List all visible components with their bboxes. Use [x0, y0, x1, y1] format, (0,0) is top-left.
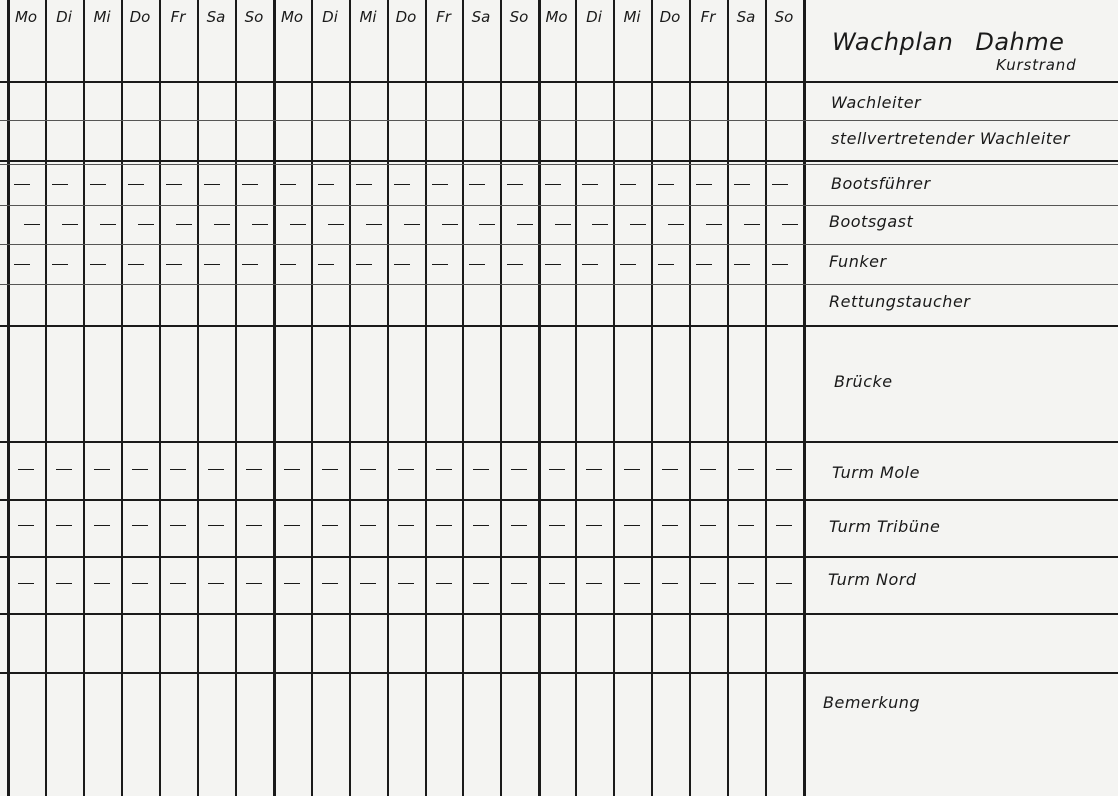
shift-split-mark: [511, 583, 527, 584]
shift-split-mark: [166, 184, 182, 185]
shift-split-mark: [744, 224, 760, 225]
shift-split-mark: [284, 525, 300, 526]
row-divider: [0, 556, 1118, 558]
shift-split-mark: [620, 264, 636, 265]
shift-split-mark: [170, 583, 186, 584]
shift-split-mark: [511, 469, 527, 470]
shift-split-mark: [630, 224, 646, 225]
row-divider: [0, 164, 1118, 165]
shift-split-mark: [132, 525, 148, 526]
shift-split-mark: [469, 184, 485, 185]
shift-split-mark: [246, 525, 262, 526]
day-header-sa: Sa: [471, 8, 491, 26]
shift-split-mark: [322, 525, 338, 526]
shift-split-mark: [176, 224, 192, 225]
shift-split-mark: [549, 525, 565, 526]
shift-split-mark: [668, 224, 684, 225]
shift-split-mark: [436, 583, 452, 584]
row-divider: [0, 160, 1118, 162]
shift-split-mark: [204, 264, 220, 265]
shift-split-mark: [549, 469, 565, 470]
row-divider: [0, 613, 1118, 615]
shift-split-mark: [696, 184, 712, 185]
shift-split-mark: [776, 583, 792, 584]
shift-split-mark: [394, 264, 410, 265]
day-header-so: So: [509, 8, 529, 26]
shift-split-mark: [246, 583, 262, 584]
day-header-di: Di: [586, 8, 602, 26]
shift-split-mark: [624, 583, 640, 584]
shift-split-mark: [624, 525, 640, 526]
shift-split-mark: [394, 184, 410, 185]
shift-split-mark: [662, 583, 678, 584]
shift-split-mark: [252, 224, 268, 225]
day-header-mi: Mi: [359, 8, 377, 26]
row-label-bemerkung: Bemerkung: [823, 693, 921, 712]
shift-split-mark: [624, 469, 640, 470]
shift-split-mark: [782, 224, 798, 225]
shift-split-mark: [56, 583, 72, 584]
shift-split-mark: [322, 583, 338, 584]
shift-split-mark: [738, 525, 754, 526]
shift-split-mark: [432, 184, 448, 185]
shift-split-mark: [360, 583, 376, 584]
row-divider: [0, 441, 1118, 443]
shift-split-mark: [290, 224, 306, 225]
day-header-do: Do: [395, 8, 417, 26]
shift-split-mark: [517, 224, 533, 225]
shift-split-mark: [700, 469, 716, 470]
shift-split-mark: [545, 264, 561, 265]
shift-split-mark: [128, 184, 144, 185]
plan-title: [832, 28, 1064, 56]
day-header-mi: Mi: [93, 8, 111, 26]
plan-location: Dahme: [975, 28, 1065, 56]
row-divider: [0, 205, 1118, 206]
day-header-do: Do: [659, 8, 681, 26]
shift-split-mark: [242, 264, 258, 265]
shift-split-mark: [398, 525, 414, 526]
shift-split-mark: [436, 469, 452, 470]
row-divider: [0, 81, 1118, 83]
shift-split-mark: [56, 525, 72, 526]
shift-split-mark: [14, 264, 30, 265]
shift-split-mark: [94, 525, 110, 526]
shift-split-mark: [734, 184, 750, 185]
shift-split-mark: [469, 264, 485, 265]
shift-split-mark: [700, 583, 716, 584]
day-header-mi: Mi: [623, 8, 641, 26]
plan-sublocation: Kurstrand: [996, 56, 1077, 74]
shift-split-mark: [586, 583, 602, 584]
shift-split-mark: [132, 583, 148, 584]
shift-split-mark: [586, 469, 602, 470]
row-label-bootsgast: Bootsgast: [829, 212, 914, 231]
shift-split-mark: [738, 583, 754, 584]
shift-split-mark: [473, 525, 489, 526]
shift-split-mark: [620, 184, 636, 185]
day-header-mo: Mo: [280, 8, 304, 26]
day-header-mo: Mo: [14, 8, 38, 26]
shift-split-mark: [545, 184, 561, 185]
shift-split-mark: [586, 525, 602, 526]
shift-split-mark: [166, 264, 182, 265]
shift-split-mark: [100, 224, 116, 225]
shift-split-mark: [208, 469, 224, 470]
shift-split-mark: [90, 264, 106, 265]
day-header-do: Do: [129, 8, 151, 26]
day-header-di: Di: [322, 8, 338, 26]
shift-split-mark: [246, 469, 262, 470]
shift-split-mark: [138, 224, 154, 225]
shift-split-mark: [738, 469, 754, 470]
shift-split-mark: [442, 224, 458, 225]
shift-split-mark: [318, 184, 334, 185]
shift-split-mark: [360, 469, 376, 470]
row-label-bootsfuehrer: Bootsführer: [831, 174, 931, 193]
shift-split-mark: [582, 184, 598, 185]
plan-title-text: Wachplan: [832, 28, 954, 56]
shift-split-mark: [734, 264, 750, 265]
shift-split-mark: [208, 525, 224, 526]
shift-split-mark: [398, 583, 414, 584]
shift-split-mark: [658, 264, 674, 265]
shift-split-mark: [360, 525, 376, 526]
shift-split-mark: [132, 469, 148, 470]
shift-split-mark: [696, 264, 712, 265]
shift-split-mark: [170, 469, 186, 470]
shift-split-mark: [284, 583, 300, 584]
row-label-funker: Funker: [829, 252, 887, 271]
shift-split-mark: [62, 224, 78, 225]
shift-split-mark: [511, 525, 527, 526]
shift-split-mark: [473, 469, 489, 470]
shift-split-mark: [328, 224, 344, 225]
shift-split-mark: [204, 184, 220, 185]
row-label-turm-nord: Turm Nord: [828, 570, 917, 589]
row-label-turm-mole: Turm Mole: [832, 463, 920, 482]
shift-split-mark: [398, 469, 414, 470]
row-label-rettungstaucher: Rettungstaucher: [829, 292, 971, 311]
shift-split-mark: [555, 224, 571, 225]
shift-split-mark: [658, 184, 674, 185]
shift-split-mark: [128, 264, 144, 265]
shift-split-mark: [772, 264, 788, 265]
shift-split-mark: [280, 264, 296, 265]
day-header-di: Di: [56, 8, 72, 26]
day-header-sa: Sa: [736, 8, 756, 26]
row-label-stellvertretender-wachleiter: stellvertretender Wachleiter: [831, 129, 1070, 148]
row-divider: [0, 325, 1118, 327]
shift-split-mark: [776, 469, 792, 470]
shift-split-mark: [436, 525, 452, 526]
shift-split-mark: [18, 583, 34, 584]
shift-split-mark: [284, 469, 300, 470]
shift-split-mark: [52, 264, 68, 265]
row-label-wachleiter: Wachleiter: [831, 93, 922, 112]
shift-split-mark: [18, 469, 34, 470]
shift-split-mark: [242, 184, 258, 185]
shift-split-mark: [170, 525, 186, 526]
shift-split-mark: [404, 224, 420, 225]
day-header-fr: Fr: [170, 8, 186, 26]
shift-split-mark: [776, 525, 792, 526]
row-divider: [0, 672, 1118, 674]
shift-split-mark: [208, 583, 224, 584]
shift-split-mark: [507, 264, 523, 265]
shift-split-mark: [94, 469, 110, 470]
row-divider: [0, 244, 1118, 245]
row-label-turm-tribuene: Turm Tribüne: [829, 517, 941, 536]
shift-split-mark: [214, 224, 230, 225]
shift-split-mark: [700, 525, 716, 526]
shift-split-mark: [582, 264, 598, 265]
day-header-fr: Fr: [700, 8, 716, 26]
row-divider: [0, 284, 1118, 285]
day-header-so: So: [774, 8, 794, 26]
shift-split-mark: [14, 184, 30, 185]
shift-split-mark: [479, 224, 495, 225]
shift-split-mark: [56, 469, 72, 470]
shift-split-mark: [366, 224, 382, 225]
shift-split-mark: [52, 184, 68, 185]
shift-split-mark: [322, 469, 338, 470]
shift-split-mark: [18, 525, 34, 526]
shift-split-mark: [706, 224, 722, 225]
row-divider: [0, 120, 1118, 121]
shift-split-mark: [549, 583, 565, 584]
shift-split-mark: [772, 184, 788, 185]
day-header-so: So: [244, 8, 264, 26]
shift-split-mark: [280, 184, 296, 185]
shift-split-mark: [662, 525, 678, 526]
shift-split-mark: [662, 469, 678, 470]
shift-split-mark: [473, 583, 489, 584]
shift-split-mark: [592, 224, 608, 225]
day-header-fr: Fr: [436, 8, 451, 26]
row-divider: [0, 499, 1118, 501]
shift-split-mark: [24, 224, 40, 225]
shift-split-mark: [432, 264, 448, 265]
row-label-bruecke: Brücke: [834, 372, 893, 391]
shift-split-mark: [94, 583, 110, 584]
shift-split-mark: [356, 184, 372, 185]
day-header-mo: Mo: [545, 8, 568, 26]
shift-split-mark: [318, 264, 334, 265]
shift-split-mark: [90, 184, 106, 185]
shift-split-mark: [507, 184, 523, 185]
shift-split-mark: [356, 264, 372, 265]
day-header-sa: Sa: [206, 8, 226, 26]
